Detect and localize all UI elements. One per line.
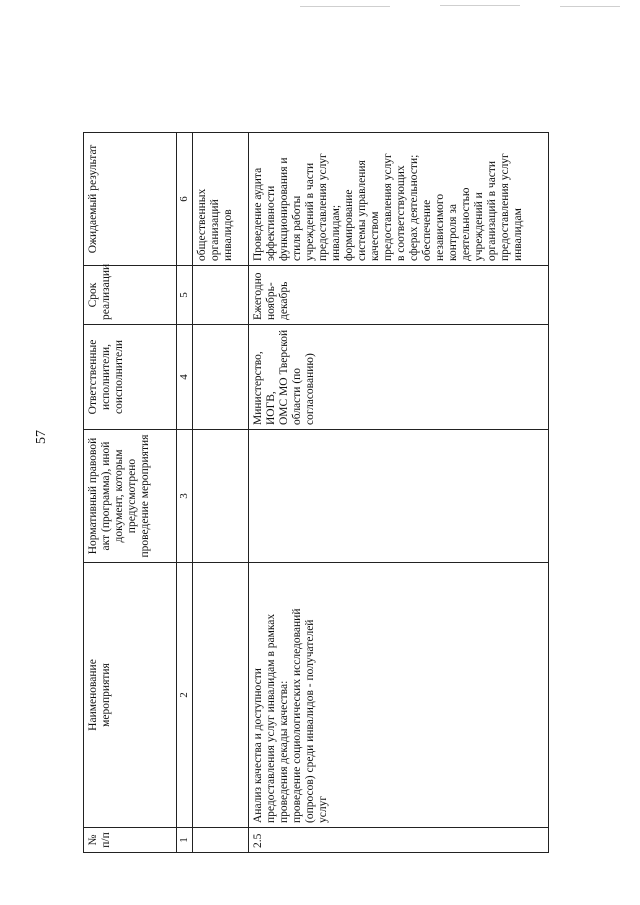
row-document — [249, 430, 549, 563]
row-result: общественных организаций инвалидов — [193, 133, 249, 266]
row-name: Анализ качества и доступности предоставления услуг инвалидам в рамках проведения декады качества: проведение социологических исследований (опросов) среди инвалидов - получателей услуг — [249, 563, 549, 828]
column-number: 3 — [177, 430, 193, 563]
column-number-row — [177, 133, 193, 853]
row-number: 2.5 — [249, 828, 549, 853]
column-number: 1 — [177, 828, 193, 853]
column-number: 2 — [177, 563, 193, 828]
table-row — [193, 133, 249, 853]
row-executors: Министерство, ИОГВ, ОМС МО Тверской области (по согласованию) — [249, 325, 549, 430]
row-name — [193, 563, 249, 828]
scan-artifact-line — [300, 6, 390, 7]
scan-artifact-line — [440, 5, 520, 6]
row-document — [193, 430, 249, 563]
page-number: 57 — [34, 430, 49, 444]
header-name: Наименование мероприятия — [84, 563, 177, 828]
row-result: Проведение аудита эффективности функционирования и стиля работы учреждений в части предоставления услуг инвалидам; формирование системы управления качеством предоставления услуг в соответствующих сферах деятельности; обеспечение независимого контроля за деятельностью учреждений и организаций в части предоставления услуг инвалидам — [249, 133, 549, 266]
row-term: Ежегодно ноябрь- декабрь — [249, 266, 549, 325]
column-number: 6 — [177, 133, 193, 266]
measures-table — [83, 132, 549, 853]
row-term — [193, 266, 249, 325]
row-number — [193, 828, 249, 853]
rotated-page-content — [83, 133, 577, 853]
header-document: Нормативный правовой акт (программа), иной документ, которым предусмотрено проведение мероприятия — [84, 430, 177, 563]
header-result: Ожидаемый результат — [84, 133, 177, 266]
column-number: 4 — [177, 325, 193, 430]
header-executors: Ответственные исполнители, соисполнители — [84, 325, 177, 430]
header-number: № п/п — [84, 828, 177, 853]
header-term: Срок реализации — [84, 266, 177, 325]
table-row — [249, 133, 549, 853]
table-header-row — [84, 133, 177, 853]
row-executors — [193, 325, 249, 430]
column-number: 5 — [177, 266, 193, 325]
scan-artifact-line — [560, 6, 620, 7]
